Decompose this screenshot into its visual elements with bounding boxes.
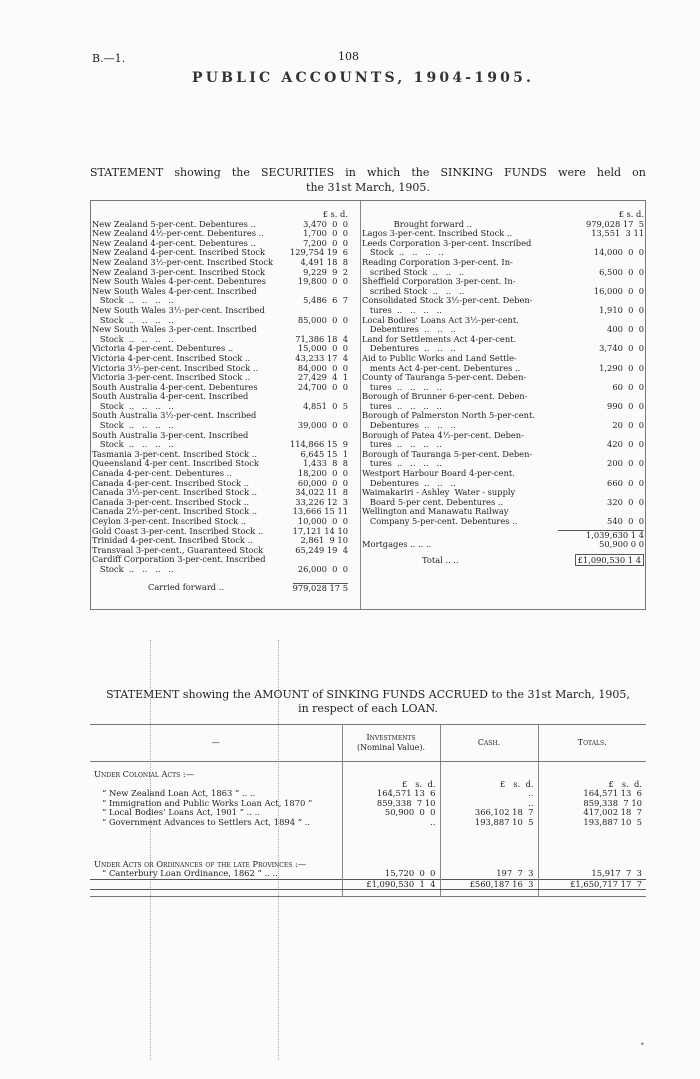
right-security-row (362, 392, 644, 402)
security-description: Tasmania 3-per-cent. Inscribed Stock .. (92, 449, 257, 459)
security-description: Stock .. .. .. .. (92, 440, 174, 450)
page-title: PUBLIC ACCOUNTS, 1904-1905. (192, 70, 535, 86)
heading-word: SECURITIES (261, 166, 335, 179)
security-description: Stock .. .. .. .. (92, 401, 174, 411)
table-cell (90, 879, 342, 890)
cash-value: .. (440, 799, 538, 809)
security-description: Lagos 3-per-cent. Inscribed Stock .. (362, 229, 513, 239)
investments-value: 164,571 13 6 (342, 789, 440, 799)
loan-act-label: “ Canterbury Loan Ordinance, 1862 ” .. .. (102, 868, 278, 879)
heading-word: on (632, 166, 646, 179)
security-amount: 17,121 14 10 (292, 525, 348, 536)
security-description: Board 5-per cent. Debentures .. (362, 497, 504, 507)
security-description: Victoria 3-per-cent. Inscribed Stock .. (92, 373, 251, 383)
total-value: 164,571 13 6 (538, 789, 646, 799)
heading-word: held (596, 166, 622, 179)
left-security-row (92, 296, 348, 306)
security-amount: 84,000 0 0 (297, 362, 348, 373)
right-security-row (362, 316, 644, 326)
security-description: Queensland 4-per cent. Inscribed Stock (92, 459, 259, 469)
mortgages-amount: 50,900 0 0 (599, 539, 644, 550)
right-security-row (362, 411, 644, 421)
security-description: Stock .. .. .. .. (362, 248, 444, 258)
left-security-row (92, 421, 348, 431)
security-description: tures .. .. .. .. (362, 440, 442, 450)
security-description: Brought forward .. (362, 219, 472, 229)
security-amount: 60 0 0 (612, 381, 644, 392)
accrued-heading-line2: in respect of each LOAN. (298, 702, 438, 715)
right-security-row (362, 268, 644, 278)
security-amount: 24,700 0 0 (297, 381, 348, 392)
security-amount: 1,700 0 0 (303, 228, 348, 239)
security-description: Gold Coast 3-per-cent. Inscribed Stock .. (92, 526, 264, 536)
table-cell (342, 828, 440, 860)
security-description: tures .. .. .. .. (362, 305, 442, 315)
security-amount: 3,740 0 0 (599, 343, 644, 354)
column-divider (360, 201, 361, 609)
carried-forward-amount: 979,028 17 5 (292, 582, 348, 593)
security-description: Consolidated Stock 3½-per-cent. Deben- (362, 296, 533, 306)
spacer-row (90, 890, 646, 897)
securities-statement-heading (90, 165, 646, 195)
page-number: 108 (338, 50, 359, 63)
table-cell (90, 828, 342, 860)
security-description: Waimakariri - Ashley Water - supply (362, 488, 516, 498)
investments-value: .. (342, 818, 440, 828)
right-security-row (362, 402, 644, 412)
table-cell (342, 890, 440, 897)
currency-header: £ s. d. (538, 780, 646, 790)
right-security-row (362, 498, 644, 508)
security-description: Stock .. .. .. .. (92, 421, 174, 431)
security-description: Canada 3-per-cent. Inscribed Stock .. (92, 497, 249, 507)
security-amount: 660 0 0 (607, 477, 644, 488)
security-description: South Australia 4-per-cent. Inscribed (92, 392, 249, 402)
cash-value: .. (440, 789, 538, 799)
heading-word: were (558, 166, 586, 179)
security-description: tures .. .. .. .. (362, 459, 442, 469)
security-description: Ceylon 3-per-cent. Inscribed Stock .. (92, 517, 247, 526)
security-amount: 200 0 0 (607, 458, 644, 469)
section-heading: Under Colonial Acts :— (94, 769, 195, 779)
security-amount: 14,000 0 0 (593, 247, 644, 258)
right-security-row (362, 229, 644, 239)
securities-right-column (362, 210, 644, 565)
security-description: Debentures .. .. .. (362, 478, 456, 488)
security-amount: 979,028 17 5 (585, 218, 644, 229)
right-security-row (362, 459, 644, 469)
security-description: Borough of Palmerston North 5-per-cent. (362, 411, 535, 421)
table-cell (342, 762, 440, 771)
spacer-row (90, 828, 646, 860)
total-value: 417,002 18 7 (538, 808, 646, 818)
col-header-description: — (90, 725, 342, 762)
right-security-row (362, 306, 644, 316)
cash-total: £560,187 16 3 (440, 879, 538, 890)
security-amount: 9,229 9 2 (303, 266, 348, 277)
security-amount: 7,200 0 0 (303, 237, 348, 248)
security-amount: 6,645 15 1 (300, 448, 348, 459)
security-description: Local Bodies' Loans Act 3½-per-cent. (362, 315, 519, 325)
right-security-row (362, 488, 644, 498)
security-description: scribed Stock .. .. .. (362, 286, 465, 296)
security-description: Victoria 4-per-cent. Debentures .. (92, 344, 234, 354)
security-amount: 27,429 4 1 (297, 372, 348, 383)
heading-word: the (231, 166, 250, 179)
right-security-row (362, 469, 644, 479)
security-description: Debentures .. .. .. (362, 421, 456, 431)
security-description: Canada 4-per-cent. Inscribed Stock .. (92, 478, 249, 488)
security-amount: 33,226 12 3 (295, 496, 348, 507)
investments-total: £1,090,530 1 4 (342, 879, 440, 890)
table-row (90, 818, 646, 828)
total-label: Total .. .. (422, 555, 459, 565)
security-description: Reading Corporation 3-per-cent. In- (362, 257, 513, 267)
security-amount: 400 0 0 (607, 324, 644, 335)
left-security-row (92, 565, 348, 575)
security-amount: 320 0 0 (607, 496, 644, 507)
table-cell (90, 890, 342, 897)
security-amount: 43,233 17 4 (295, 352, 348, 363)
security-description: Aid to Public Works and Land Settle- (362, 353, 517, 363)
left-security-row (92, 546, 348, 556)
security-amount: 6,500 0 0 (599, 266, 644, 277)
security-amount: 114,866 15 9 (289, 439, 348, 450)
right-security-row (362, 287, 644, 297)
grand-total: £1,650,717 17 7 (538, 879, 646, 890)
right-security-row (362, 248, 644, 258)
total-value: 193,887 10 5 (538, 818, 646, 828)
right-security-row (362, 364, 644, 374)
security-description: Sheffield Corporation 3-per-cent. In- (362, 277, 516, 287)
security-description: County of Tauranga 5-per-cent. Deben- (362, 373, 527, 383)
right-security-row (362, 383, 644, 393)
currency-header: £ s. d. (440, 780, 538, 790)
security-description: Wellington and Manawatu Railway (362, 507, 509, 517)
security-amount: 65,249 19 4 (295, 544, 348, 555)
loan-act-label: “ Immigration and Public Works Loan Act, 1870 ” (102, 797, 313, 808)
security-description: Stock .. .. .. .. (92, 296, 174, 306)
loan-act-label: “ Local Bodies’ Loans Act, 1901 ” .. .. (102, 807, 260, 818)
loan-act-label: “ New Zealand Loan Act, 1863 ” .. .. (102, 788, 256, 799)
security-amount: 19,800 0 0 (297, 276, 348, 287)
security-description: Canada 4-per-cent. Debentures .. (92, 469, 232, 479)
security-description: ments Act 4-per-cent. Debentures .. (362, 363, 521, 373)
security-amount: 540 0 0 (607, 516, 644, 526)
security-description: Stock .. .. .. .. (92, 315, 174, 325)
left-security-row (92, 316, 348, 326)
cash-value: 366,102 18 7 (440, 808, 538, 818)
table-cell (538, 890, 646, 897)
table-cell (440, 762, 538, 771)
security-description: New South Wales 3-per-cent. Inscribed (92, 325, 257, 335)
cash-value: 193,887 10 5 (440, 818, 538, 828)
table-cell (440, 890, 538, 897)
security-amount: 13,551 3 11 (591, 228, 644, 239)
security-description: New Zealand 4½-per-cent. Debentures .. (92, 229, 264, 239)
security-description: Canada 3½-per-cent. Inscribed Stock .. (92, 488, 258, 498)
left-security-row (92, 402, 348, 412)
loan-act-label: “ Government Advances to Settlers Act, 1894 ” .. (102, 816, 310, 827)
total-value: 859,338 7 10 (538, 799, 646, 809)
security-amount: 1,433 8 8 (303, 458, 348, 469)
total-amount: £1,090,530 1 4 (575, 554, 644, 566)
security-description: Debentures .. .. .. (362, 344, 456, 354)
investments-value: 50,900 0 0 (342, 808, 440, 818)
security-description: South Australia 3½-per-cent. Inscribed (92, 411, 257, 421)
section-row (90, 770, 646, 780)
security-amount: 71,386 18 4 (295, 333, 348, 344)
securities-heading-line2: the 31st March, 1905. (306, 181, 430, 194)
security-description: Leeds Corporation 3-per-cent. Inscribed (362, 238, 532, 248)
security-description: New Zealand 3-per-cent. Inscribed Stock (92, 267, 266, 277)
security-description: New Zealand 4-per-cent. Debentures .. (92, 238, 256, 248)
table-cell (440, 828, 538, 860)
security-description: Stock .. .. .. .. (92, 334, 174, 344)
security-description: Transvaal 3-per-cent., Guaranteed Stock (92, 545, 264, 555)
investments-value: 859,338 7 10 (342, 799, 440, 809)
security-description: Victoria 4-per-cent. Inscribed Stock .. (92, 353, 251, 363)
right-security-row (362, 450, 644, 460)
securities-left-column (92, 210, 348, 593)
security-amount: 26,000 0 0 (297, 563, 348, 574)
security-amount: 1,910 0 0 (599, 304, 644, 315)
security-description: New Zealand 5-per-cent. Debentures .. (92, 219, 256, 229)
report-code: B.—1. (92, 52, 126, 65)
security-description: New Zealand 3½-per-cent. Inscribed Stock (92, 257, 274, 267)
security-amount: 4,851 0 5 (303, 400, 348, 411)
security-description: South Australia 3-per-cent. Inscribed (92, 430, 249, 440)
security-description: Borough of Brunner 6-per-cent. Deben- (362, 392, 528, 402)
currency-header: £ s. d. (322, 209, 348, 219)
heading-word: in (345, 166, 356, 179)
heading-word: FUNDS (504, 166, 547, 179)
sinking-funds-table (90, 724, 646, 897)
security-description: New South Wales 4-per-cent. Inscribed (92, 286, 257, 296)
security-description: South Australia 4-per-cent. Debentures (92, 382, 258, 392)
table-row (90, 869, 646, 879)
security-amount: 990 0 0 (607, 400, 644, 411)
col-header-cash: Cash. (440, 725, 538, 762)
security-description: Victoria 3½-per-cent. Inscribed Stock .. (92, 363, 259, 373)
security-description: Cardiff Corporation 3-per-cent. Inscribed (92, 555, 266, 565)
security-amount: 34,022 11 8 (295, 487, 348, 498)
right-security-row (362, 421, 644, 431)
security-amount: 39,000 0 0 (297, 420, 348, 431)
accrued-heading-line1: STATEMENT showing the AMOUNT of SINKING FUNDS ACCRUED to the 31st March, 1905, (106, 688, 630, 701)
accrued-statement-heading (90, 688, 646, 716)
heading-word: the (411, 166, 430, 179)
security-amount: 60,000 0 0 (297, 477, 348, 488)
right-security-row (362, 344, 644, 354)
security-description: Borough of Patea 4½-per-cent. Deben- (362, 430, 524, 440)
left-security-row (92, 383, 348, 393)
right-security-row (362, 440, 644, 450)
col-header-totals: Totals. (538, 725, 646, 762)
table-cell (538, 762, 646, 771)
security-amount: 3,470 0 0 (303, 218, 348, 229)
totals-row (90, 879, 646, 890)
heading-word: SINKING (440, 166, 493, 179)
table-cell (538, 828, 646, 860)
security-description: New South Wales 4-per-cent. Debentures (92, 277, 266, 287)
securities-heading-line1 (90, 165, 646, 180)
security-amount: 420 0 0 (607, 439, 644, 450)
security-amount: 1,290 0 0 (599, 362, 644, 373)
right-security-row (362, 373, 644, 383)
security-description: New Zealand 4-per-cent. Inscribed Stock (92, 248, 266, 258)
cash-value: 197 7 3 (440, 869, 538, 879)
security-amount: 5,486 6 7 (303, 295, 348, 306)
security-description: Westport Harbour Board 4-per-cent. (362, 469, 515, 479)
right-security-row (362, 479, 644, 489)
security-amount: 15,000 0 0 (297, 343, 348, 354)
left-security-row (92, 277, 348, 287)
right-security-row (362, 431, 644, 441)
heading-word: showing (174, 166, 221, 179)
section-heading: Under Acts or Ordinances of the late Provinces :— (94, 858, 307, 869)
col-header-investments: Investments (Nominal Value). (342, 725, 440, 762)
security-amount: 13,666 15 11 (292, 506, 348, 517)
security-amount: 85,000 0 0 (297, 314, 348, 325)
currency-header: £ s. d. (618, 209, 644, 219)
subtotal-amount: 1,039,630 1 4 (558, 530, 644, 541)
investments-value: 15,720 0 0 (342, 869, 440, 879)
security-description: New South Wales 3½-per-cent. Inscribed (92, 305, 265, 315)
security-description: Stock .. .. .. .. (92, 564, 174, 574)
security-description: Canada 2½-per-cent. Inscribed Stock .. (92, 507, 258, 517)
security-amount: 18,200 0 0 (297, 468, 348, 479)
security-amount: 4,491 18 8 (300, 256, 348, 267)
security-amount: 16,000 0 0 (593, 285, 644, 296)
security-amount: 20 0 0 (612, 420, 644, 431)
right-security-row (362, 517, 644, 527)
security-description: Debentures .. .. .. (362, 325, 456, 335)
currency-header: £ s. d. (342, 780, 440, 790)
security-amount: 10,000 0 0 (297, 516, 348, 526)
carried-forward-label: Carried forward .. (148, 582, 225, 592)
security-description: Trinidad 4-per-cent. Inscribed Stock .. (92, 536, 253, 546)
security-description: Company 5-per-cent. Debentures .. (362, 517, 518, 526)
mortgages-label: Mortgages .. .. .. (362, 540, 432, 550)
security-amount: 129,754 19 6 (289, 247, 348, 258)
security-description: scribed Stock .. .. .. (362, 267, 465, 277)
right-security-row (362, 325, 644, 335)
heading-word: STATEMENT (90, 166, 164, 179)
right-security-row (362, 507, 644, 517)
security-description: Land for Settlements Act 4-per-cent. (362, 334, 517, 344)
security-description: tures .. .. .. .. (362, 382, 442, 392)
total-value: 15,917 7 3 (538, 869, 646, 879)
security-amount: 2,861 9 10 (300, 535, 348, 546)
security-description: tures .. .. .. .. (362, 401, 442, 411)
heading-word: which (366, 166, 401, 179)
security-description: Borough of Tauranga 5-per-cent. Deben- (362, 449, 533, 459)
page-speck: • (640, 1040, 645, 1049)
